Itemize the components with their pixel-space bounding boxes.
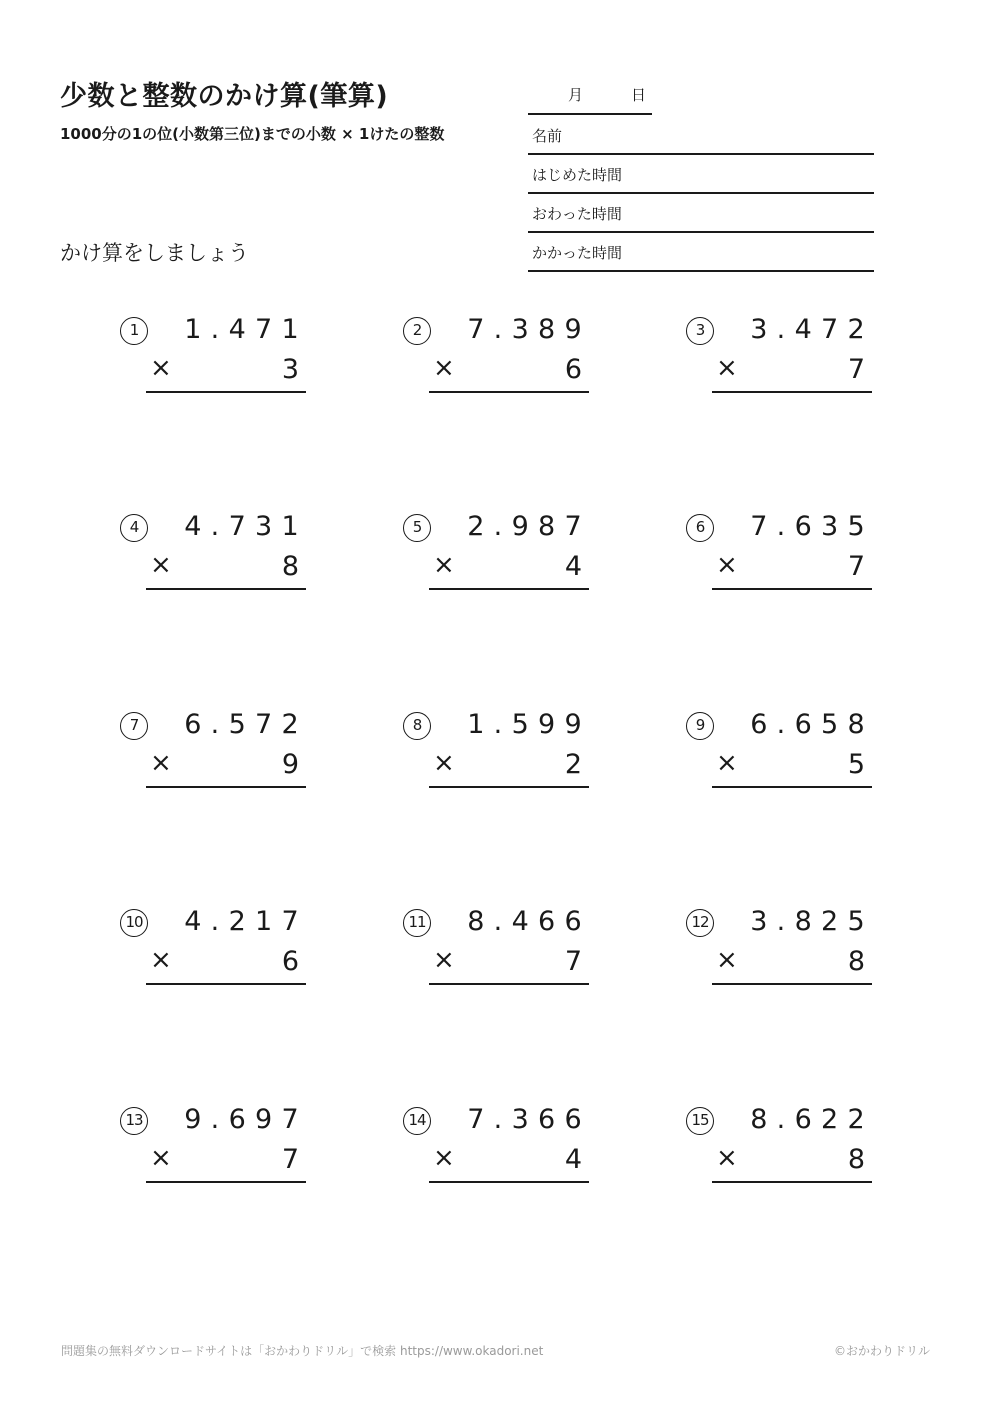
name-label: 名前 (532, 127, 563, 145)
end-time-label: おわった時間 (532, 205, 622, 223)
multiplier: 6 (564, 354, 582, 385)
problem-3 (686, 314, 926, 397)
times-sign: × (433, 945, 455, 975)
problem-7 (120, 709, 360, 792)
problem-number: 1 (120, 317, 148, 345)
multiplier: 4 (564, 551, 582, 582)
multiplicand: 7.366 (467, 1104, 591, 1135)
multiplicand: 8.466 (467, 906, 591, 937)
problem-number: 6 (686, 514, 714, 542)
problem-10 (120, 906, 360, 989)
multiplicand: 2.987 (467, 511, 591, 542)
problem-1 (120, 314, 360, 397)
problem-number: 14 (403, 1107, 431, 1135)
multiplicand: 3.825 (750, 906, 874, 937)
start-time-label: はじめた時間 (532, 166, 623, 184)
multiplicand: 8.622 (750, 1104, 874, 1135)
worksheet-subtitle: 1000分の1の位(小数第三位)までの小数 × 1けたの整数 (60, 125, 445, 143)
problem-number: 13 (120, 1107, 148, 1135)
multiplier: 6 (281, 946, 299, 977)
day-label: 日 (631, 86, 647, 104)
times-sign: × (433, 550, 455, 580)
multiplier: 8 (281, 551, 299, 582)
answer-line (146, 391, 306, 393)
instruction-text: かけ算をしましょう (60, 241, 249, 265)
footer-site-text: 問題集の無料ダウンロードサイトは「おかわりドリル」で検索 https://www.okadori.net (61, 1344, 544, 1358)
problem-number: 2 (403, 317, 431, 345)
multiplicand: 7.635 (750, 511, 874, 542)
problem-number: 4 (120, 514, 148, 542)
answer-line (712, 983, 872, 985)
problem-8 (403, 709, 643, 792)
times-sign: × (433, 1143, 455, 1173)
times-sign: × (716, 353, 738, 383)
times-sign: × (716, 945, 738, 975)
problem-number: 10 (120, 909, 148, 937)
worksheet-title: 少数と整数のかけ算(筆算) (60, 81, 389, 112)
times-sign: × (150, 353, 172, 383)
answer-line (429, 1181, 589, 1183)
problem-number: 11 (403, 909, 431, 937)
problem-2 (403, 314, 643, 397)
multiplicand: 4.217 (184, 906, 308, 937)
answer-line (146, 983, 306, 985)
elapsed-time-field[interactable] (528, 233, 874, 272)
multiplicand: 1.471 (184, 314, 308, 345)
footer-copyright: ©おかわりドリル (833, 1344, 930, 1358)
answer-line (712, 391, 872, 393)
times-sign: × (150, 1143, 172, 1173)
multiplier: 8 (847, 946, 865, 977)
problem-15 (686, 1104, 926, 1187)
problem-6 (686, 511, 926, 594)
multiplier: 7 (564, 946, 582, 977)
problem-number: 3 (686, 317, 714, 345)
problem-number: 8 (403, 712, 431, 740)
answer-line (712, 786, 872, 788)
answer-line (146, 588, 306, 590)
times-sign: × (433, 353, 455, 383)
multiplier: 5 (847, 749, 865, 780)
problem-12 (686, 906, 926, 989)
multiplicand: 7.389 (467, 314, 591, 345)
times-sign: × (716, 1143, 738, 1173)
times-sign: × (150, 945, 172, 975)
problem-5 (403, 511, 643, 594)
multiplicand: 6.658 (750, 709, 874, 740)
problem-number: 9 (686, 712, 714, 740)
problem-11 (403, 906, 643, 989)
times-sign: × (433, 748, 455, 778)
times-sign: × (150, 550, 172, 580)
multiplier: 7 (847, 551, 865, 582)
multiplier: 8 (847, 1144, 865, 1175)
problem-number: 15 (686, 1107, 714, 1135)
answer-line (429, 983, 589, 985)
name-field[interactable] (528, 116, 874, 155)
multiplicand: 6.572 (184, 709, 308, 740)
problem-9 (686, 709, 926, 792)
answer-line (429, 786, 589, 788)
answer-line (429, 391, 589, 393)
multiplier: 7 (847, 354, 865, 385)
problem-4 (120, 511, 360, 594)
problem-14 (403, 1104, 643, 1187)
multiplier: 3 (281, 354, 299, 385)
problem-number: 7 (120, 712, 148, 740)
multiplier: 2 (564, 749, 582, 780)
answer-line (429, 588, 589, 590)
times-sign: × (716, 748, 738, 778)
multiplier: 9 (281, 749, 299, 780)
answer-line (146, 786, 306, 788)
start-time-field[interactable] (528, 155, 874, 194)
answer-line (712, 588, 872, 590)
problem-number: 5 (403, 514, 431, 542)
multiplicand: 1.599 (467, 709, 591, 740)
answer-line (712, 1181, 872, 1183)
times-sign: × (716, 550, 738, 580)
multiplicand: 3.472 (750, 314, 874, 345)
multiplier: 4 (564, 1144, 582, 1175)
month-label: 月 (568, 86, 584, 104)
answer-line (146, 1181, 306, 1183)
problem-number: 12 (686, 909, 714, 937)
multiplicand: 9.697 (184, 1104, 308, 1135)
end-time-field[interactable] (528, 194, 874, 233)
elapsed-time-label: かかった時間 (532, 244, 623, 262)
multiplicand: 4.731 (184, 511, 308, 542)
multiplier: 7 (281, 1144, 299, 1175)
problem-13 (120, 1104, 360, 1187)
date-field[interactable] (528, 80, 652, 115)
times-sign: × (150, 748, 172, 778)
